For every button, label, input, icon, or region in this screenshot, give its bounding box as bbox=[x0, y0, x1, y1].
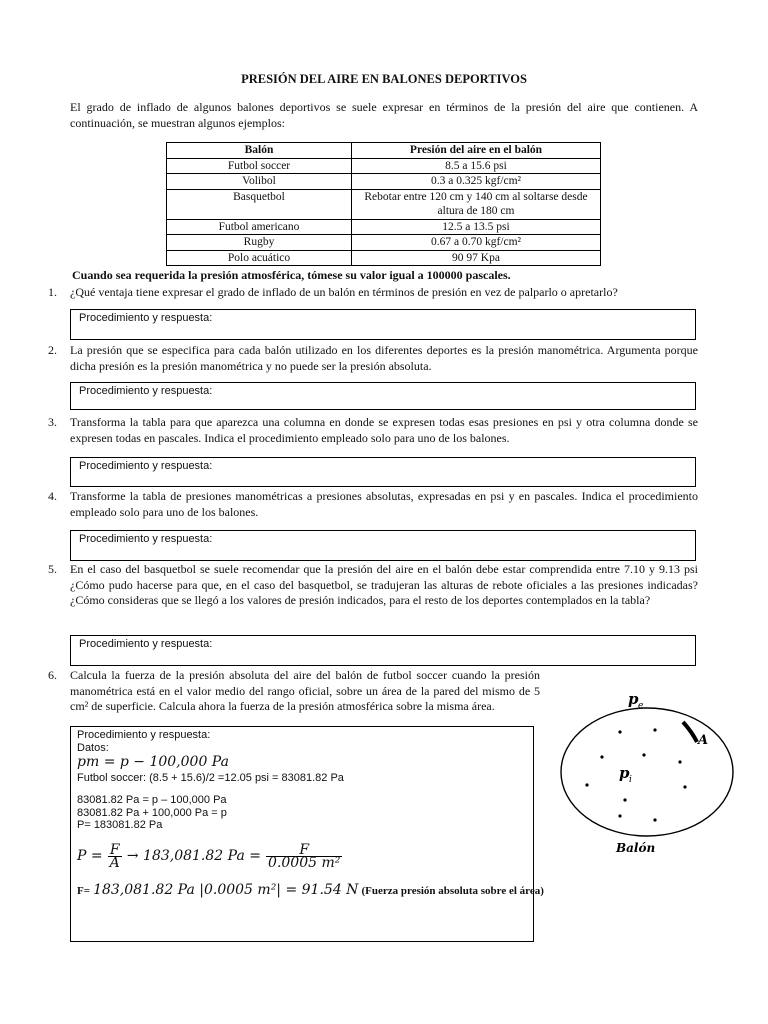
intro-paragraph: El grado de inflado de algunos balones deportivos se suele expresar en términos de la presión del aire que contienen. A continuación, se muestran algunos ejemplos: bbox=[70, 100, 698, 130]
ball-outline bbox=[561, 708, 733, 836]
table-header: Balón bbox=[167, 143, 352, 159]
table-cell: Polo acuático bbox=[167, 250, 352, 266]
fraction-numerator: F bbox=[108, 844, 122, 858]
particle-dot bbox=[618, 730, 621, 733]
answer-box-label: Procedimiento y respuesta: bbox=[79, 312, 213, 324]
table-cell: 0.3 a 0.325 kgf/cm² bbox=[352, 174, 601, 190]
result-equation: 183,081.82 Pa |0.0005 m²| = 91.54 N bbox=[93, 881, 359, 898]
question-text: Calcula la fuerza de la presión absoluta del aire del balón de futbol soccer cuando la presión manométrica está en el valor medio del rango oficial, sobre un área de la pared del mismo de 5 cm² de superficie. Calcula ahora la fuerza de la presión atmosférica sobre la misma área. bbox=[70, 668, 540, 713]
table-row bbox=[167, 250, 601, 266]
table-row bbox=[167, 189, 601, 219]
question-text: La presión que se especifica para cada balón utilizado en los diferentes deportes es la presión manométrica. Argumenta porque dicha presión es la presión manométrica y no puede ser la presión absoluta. bbox=[70, 343, 698, 373]
label-area: A bbox=[698, 733, 709, 748]
equation-text: → 183,081.82 Pa = bbox=[126, 847, 261, 864]
table-header-row bbox=[167, 143, 601, 159]
atmospheric-note: Cuando sea requerida la presión atmosférica, tómese su valor igual a 100000 pascales. bbox=[72, 268, 511, 282]
question-number: 6. bbox=[48, 668, 57, 682]
table-cell: Rugby bbox=[167, 235, 352, 251]
answer-line: P= 183081.82 Pa bbox=[77, 819, 163, 831]
table-cell: Rebotar entre 120 cm y 140 cm al soltarse desde altura de 180 cm bbox=[352, 189, 601, 219]
table-cell: Basquetbol bbox=[167, 189, 352, 219]
answer-box-label: Procedimiento y respuesta: bbox=[79, 638, 213, 650]
question-text: Transforme la tabla de presiones manométricas a presiones absolutas, expresadas en psi y en pascales. Indica el procedimiento empleado solo para uno de los balones. bbox=[70, 489, 698, 519]
question-5 bbox=[48, 562, 698, 609]
pressure-table bbox=[166, 142, 601, 266]
answer-box-3[interactable] bbox=[70, 457, 696, 487]
area-mark bbox=[683, 722, 697, 742]
particle-dot bbox=[653, 728, 656, 731]
question-3 bbox=[48, 415, 698, 446]
particle-dot bbox=[585, 783, 588, 786]
answer-box-1[interactable] bbox=[70, 309, 696, 340]
equation-force bbox=[77, 841, 527, 878]
equation-result bbox=[77, 881, 544, 898]
result-description: (Fuerza presión absoluta sobre el área) bbox=[361, 884, 544, 897]
label-pe-sub: e bbox=[638, 701, 644, 711]
table-row bbox=[167, 219, 601, 235]
answer-box-6[interactable] bbox=[70, 726, 544, 942]
answer-label: Procedimiento y respuesta: bbox=[77, 729, 211, 741]
question-number: 5. bbox=[48, 562, 57, 576]
table-cell: 0.67 a 0.70 kgf/cm² bbox=[352, 235, 601, 251]
particle-dot bbox=[623, 798, 626, 801]
particle-dot bbox=[683, 785, 686, 788]
diagram-caption: Balón bbox=[616, 841, 656, 855]
table-cell: Futbol americano bbox=[167, 219, 352, 235]
particle-dot bbox=[600, 755, 603, 758]
question-number: 4. bbox=[48, 489, 57, 503]
answer-box-5[interactable] bbox=[70, 635, 696, 666]
label-pe: p bbox=[628, 690, 639, 708]
table-cell: Futbol soccer bbox=[167, 158, 352, 174]
equation-gauge-pressure: pm = p − 100,000 Pa bbox=[77, 754, 229, 770]
equation-text: P = bbox=[77, 847, 103, 864]
table-row bbox=[167, 235, 601, 251]
question-number: 3. bbox=[48, 415, 57, 429]
table-cell: Volibol bbox=[167, 174, 352, 190]
table-cell: 12.5 a 13.5 psi bbox=[352, 219, 601, 235]
answer-box-label: Procedimiento y respuesta: bbox=[79, 460, 213, 472]
table-header: Presión del aire en el balón bbox=[352, 143, 601, 159]
question-number: 2. bbox=[48, 343, 57, 357]
table-row bbox=[167, 158, 601, 174]
particle-dot bbox=[642, 753, 645, 756]
fraction-f-a bbox=[108, 841, 122, 871]
fraction-numerator: F bbox=[266, 844, 342, 858]
answer-line: Futbol soccer: (8.5 + 15.6)/2 =12.05 psi = 83081.82 Pa bbox=[77, 771, 344, 784]
question-2 bbox=[48, 343, 698, 374]
particle-dot bbox=[653, 818, 656, 821]
table-row bbox=[167, 174, 601, 190]
answer-line: 83081.82 Pa = p – 100,000 Pa bbox=[77, 794, 227, 806]
result-prefix: F= bbox=[77, 884, 90, 897]
question-4 bbox=[48, 489, 698, 520]
ball-diagram bbox=[552, 680, 762, 860]
fraction-denominator: A bbox=[109, 855, 120, 871]
particle-dot bbox=[618, 814, 621, 817]
answer-box-label: Procedimiento y respuesta: bbox=[79, 533, 213, 545]
table-cell: 8.5 a 15.6 psi bbox=[352, 158, 601, 174]
table-cell: 90 97 Kpa bbox=[352, 250, 601, 266]
label-pi-sub: i bbox=[629, 775, 632, 785]
label-pi: p bbox=[619, 764, 630, 782]
fraction-f-area bbox=[266, 841, 342, 871]
answer-box-label: Procedimiento y respuesta: bbox=[79, 385, 213, 397]
fraction-denominator: 0.0005 m² bbox=[268, 855, 341, 871]
particle-dot bbox=[678, 760, 681, 763]
answer-datos: Datos: bbox=[77, 741, 109, 754]
answer-line: 83081.82 Pa + 100,000 Pa = p bbox=[77, 806, 227, 819]
document-title: PRESIÓN DEL AIRE EN BALONES DEPORTIVOS bbox=[241, 72, 527, 86]
question-text: En el caso del basquetbol se suele recomendar que la presión del aire en el balón debe estar comprendida entre 7.10 y 9.13 psi ¿Cómo pudo hacerse para que, en el caso del basquetbol, se tradujeran las alturas de rebote oficiales a las presiones indicadas? ¿Cómo consideras que se llegó a los valores de presión indicados, para el resto de los deportes contemplados en la tabla? bbox=[70, 562, 698, 607]
question-text: Transforma la tabla para que aparezca una columna en donde se expresen todas esas presiones en psi y otra columna donde se expresen todas en pascales. Indica el procedimiento empleado solo para uno de los balones. bbox=[70, 415, 698, 445]
question-1 bbox=[48, 285, 698, 301]
answer-box-2[interactable] bbox=[70, 382, 696, 410]
question-number: 1. bbox=[48, 285, 57, 299]
answer-box-4[interactable] bbox=[70, 530, 696, 561]
question-text: ¿Qué ventaja tiene expresar el grado de inflado de un balón en términos de presión en vez de palparlo o apretarlo? bbox=[70, 285, 618, 299]
